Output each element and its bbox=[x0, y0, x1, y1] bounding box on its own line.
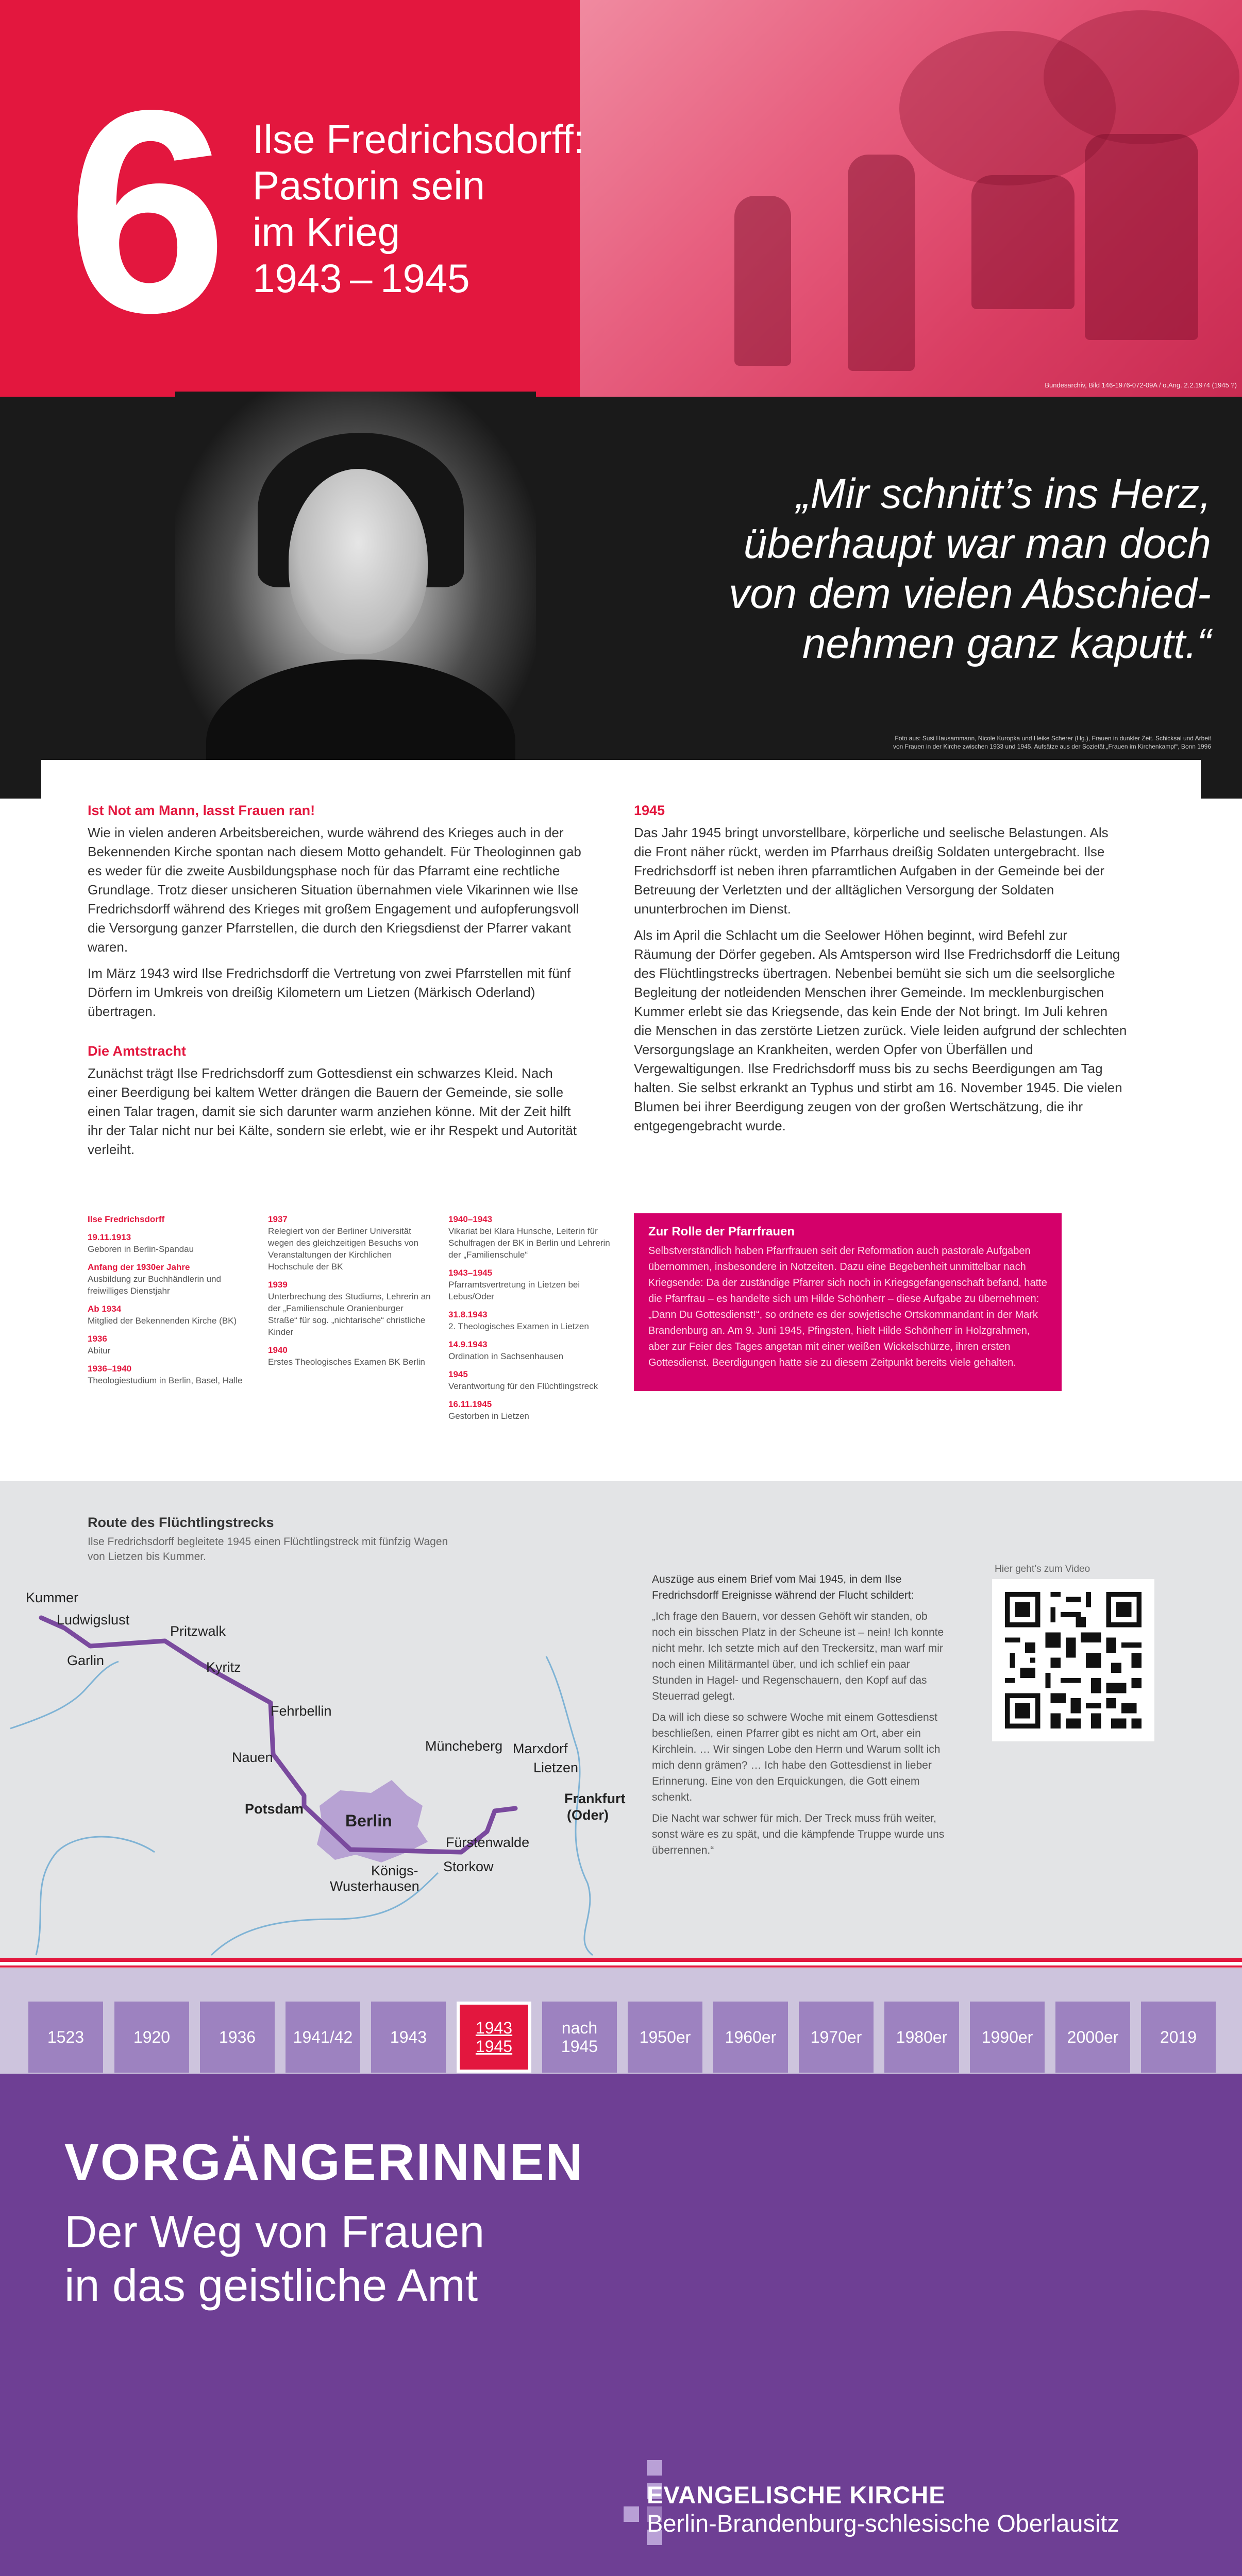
quote bbox=[567, 469, 1211, 669]
year-tab[interactable]: 1950er bbox=[628, 2002, 702, 2073]
place-label: Wusterhausen bbox=[330, 1878, 419, 1894]
header-band bbox=[0, 0, 1242, 397]
title-line: Pastorin sein bbox=[253, 163, 485, 208]
place-label: Lietzen bbox=[533, 1760, 579, 1775]
bio-timeline-col-1: Ilse Fredrichsdorff 19.11.1913 Geboren in Berlin-Spandau Anfang der 1930er Jahre Ausbildung zur Buchhändlerin und freiwilliges Dienstjahr Ab 1934 Mitglied der Bekennenden Kirche (BK) 1936 Abitur 1936–1940 Theologiestudium in Berlin, Basel, Halle bbox=[88, 1214, 243, 1385]
place-label: Kyritz bbox=[206, 1659, 241, 1675]
quote-line: „Mir schnitt’s ins Herz, bbox=[796, 470, 1211, 517]
place-label: Fehrbellin bbox=[271, 1703, 332, 1719]
paragraph: Im März 1943 wird Ilse Fredrichsdorff die Vertretung von zwei Pfarrstellen mit fünf Dörfern im Umkreis von dreißig Kilometern um Lietzen (Märkisch Oderland) übertragen. bbox=[88, 965, 571, 1019]
year-tab[interactable]: 1920 bbox=[114, 2002, 189, 2073]
bio-timeline-col-3: 1940–1943 Vikariat bei Klara Hunsche, Leiterin für Schulfragen der BK in Berlin und Lehrerin der „Familienschule“ 1943–1945 Pfarramtsvertretung in Lietzen bei Lebus/Oder 31.8.1943 2. Theologisches Examen in Lietzen 14.9.1943 Ordination in Sachsenhausen 1945 Verantwortung für den Flüchtlingstreck 16.11.1945 Gestorben in Lietzen bbox=[448, 1214, 610, 1421]
letter-paragraph: „Ich frage den Bauern, vor dessen Gehöft wir standen, ob noch ein bisschen Platz in der Scheune ist – nein! Ich konnte nicht mehr. Ich setzte mich auf den Treckersitz, man warf mir noch einen Militärmantel über, und ich schlief ein paar Stunden in Hagel- und Regenschauern, den Kopf auf das Steuerrad gelegt. bbox=[652, 1611, 944, 1702]
qr-code[interactable] bbox=[992, 1579, 1154, 1741]
page-title bbox=[253, 116, 613, 301]
exhibition-subtitle: Der Weg von Frauen in das geistliche Amt bbox=[64, 2206, 485, 2311]
paragraph: Wie in vielen anderen Arbeitsbereichen, wurde während des Krieges auch in der Bekennenden Kirche spontan nach diesem Motto gehandelt. Für Theologinnen gab es weder für die zweite Ausbildungsphase noch für das Pfarramt eine rechtliche Grundlage. Trotz dieser unsicheren Situation übernahmen viele Vikarinnen wie Ilse Fredrichsdorff während des Krieges mit großem Engagement und aufopferungsvoll die Versorgung ganzer Pfarrstellen, die durch den Kriegsdienst der Pfarrer vakant waren. bbox=[88, 825, 581, 955]
place-label: Pritzwalk bbox=[170, 1623, 226, 1639]
place-label: (Oder) bbox=[567, 1807, 609, 1823]
quote-line: überhaupt war man doch bbox=[743, 520, 1211, 567]
place-label: Marxdorf bbox=[513, 1741, 568, 1756]
logo-text-secondary: Berlin-Brandenburg-schlesische Oberlausitz bbox=[647, 2510, 1119, 2537]
bio-timeline-col-2: 1937 Relegiert von der Berliner Universität wegen des gleichzeitigen Besuchs von Veranstaltungen der Kirchlichen Hochschule der BK 1939 Unterbrechung des Studiums, Lehrerin an der „Familienschule Oranienburger Straße“ für sog. „nichtarische“ christliche Kinder 1940 Erstes Theologisches Examen BK Berlin bbox=[268, 1214, 431, 1367]
main-content bbox=[41, 760, 1201, 1481]
place-label: Frankfurt bbox=[564, 1791, 626, 1806]
exhibition-title: VORGÄNGERINNEN bbox=[64, 2133, 584, 2191]
letter-paragraph: Da will ich diese so schwere Woche mit einem Gottesdienst beschließen, einen Pfarrer gibt es nicht am Ort, aber ein Kirchlein. … Wir singen Lobe den Herrn und Warum sollt ich mich denn grämen? … Ich habe den Gottesdienst in lieber Erinnerung. Eine von den Erquickungen, die Gott einem schenkt. bbox=[652, 1711, 941, 1803]
year-tab[interactable]: 2019 bbox=[1141, 2002, 1216, 2073]
year-tab[interactable]: nach 1945 bbox=[542, 2002, 617, 2073]
year-tab[interactable]: 1941/42 bbox=[286, 2002, 360, 2073]
quote-line: von dem vielen Abschied- bbox=[729, 570, 1211, 617]
footer bbox=[0, 2074, 1242, 2576]
river bbox=[36, 1837, 155, 1955]
route-line bbox=[41, 1618, 515, 1852]
year-tab[interactable]: 1990er bbox=[970, 2002, 1045, 2073]
paragraph: Als im April die Schlacht um die Seelower Höhen beginnt, wird Befehl zur Räumung der Dörfer gegeben. Als Amtsperson wird Ilse Fredrichsdorff die Leitung des Flüchtlingstrecks übertragen. Nebenbei bemüht sie sich um die seelsorgliche Begleitung der notleidenden Menschen ihrer Gemeinde. Im mecklenburgischen Kummer erlebt sie das Kriegsende, das kein Ende der Not bringt. Im Juli kehren die Menschen in das zerstörte Lietzen zurück. Viele leiden aufgrund der schlechten Versorgungslage an Krankheiten, werden Opfer von Überfällen und Vergewaltigungen. Ilse Fredrichsdorff muss bis zu sechs Beerdigungen am Tag halten. Sie selbst erkrankt an Typhus und stirbt am 16. November 1945. Die vielen Blumen bei ihrer Beerdigung zeugen von der großen Wertschätzung, die ihr entgegengebracht wurde. bbox=[634, 927, 1127, 1133]
section-heading: Ist Not am Mann, lasst Frauen ran! bbox=[88, 803, 315, 818]
letter-paragraph: Die Nacht war schwer für mich. Der Treck muss früh weiter, sonst wäre es zu spät, und die kämpfende Truppe wurde uns überrennen.“ bbox=[652, 1812, 945, 1856]
year-tab-active[interactable]: 1943 1945 bbox=[457, 2002, 531, 2073]
section-heading: 1945 bbox=[634, 803, 665, 818]
portrait-photo bbox=[175, 392, 536, 793]
year-tab[interactable]: 1970er bbox=[799, 2002, 874, 2073]
place-label: Potsdam bbox=[245, 1801, 304, 1817]
section-heading: Die Amtstracht bbox=[88, 1043, 187, 1059]
header-photo bbox=[580, 0, 1242, 397]
year-tab[interactable]: 1960er bbox=[713, 2002, 788, 2073]
left-column bbox=[88, 801, 582, 1166]
place-label: Nauen bbox=[232, 1750, 273, 1765]
place-label: Berlin bbox=[345, 1811, 392, 1830]
quote-line: nehmen ganz kaputt.“ bbox=[802, 620, 1211, 667]
title-line: 1943 – 1945 bbox=[253, 256, 470, 301]
photo-credit: Bundesarchiv, Bild 146-1976-072-09A / o.Ang. 2.2.1974 (1945 ?) bbox=[1045, 381, 1237, 389]
place-label: Garlin bbox=[67, 1653, 105, 1668]
qr-label: Hier geht’s zum Video bbox=[995, 1564, 1090, 1574]
paragraph: Zunächst trägt Ilse Fredrichsdorff zum Gottesdienst ein schwarzes Kleid. Nach einer Beerdigung bei kaltem Wetter drängen die Bauern der Gemeinde, sie solle einen Talar tragen, damit sie sich darunter warm anziehen könne. Mit der Zeit hilft ihr der Talar nicht nur bei Kälte, sondern sie erlebt, wie er ihr Respekt und Autorität verleiht. bbox=[88, 1065, 577, 1157]
route-map bbox=[0, 1564, 626, 1955]
year-navigation bbox=[0, 1968, 1242, 2076]
letter-intro: Auszüge aus einem Brief vom Mai 1945, in dem Ilse Fredrichsdorff Ereignisse während der Flucht schildert: bbox=[652, 1573, 914, 1601]
place-label: Storkow bbox=[443, 1859, 494, 1874]
box-title: Zur Rolle der Pfarrfrauen bbox=[648, 1225, 795, 1239]
place-label: Fürstenwalde bbox=[446, 1835, 530, 1850]
logo-text-primary: EVANGELISCHE KIRCHE bbox=[647, 2481, 946, 2509]
divider bbox=[0, 1958, 1242, 1962]
year-tab[interactable]: 1523 bbox=[28, 2002, 103, 2073]
qr-code-icon bbox=[1000, 1587, 1147, 1734]
right-column bbox=[634, 801, 1129, 1143]
year-tab[interactable]: 1936 bbox=[200, 2002, 275, 2073]
year-tab[interactable]: 1980er bbox=[884, 2002, 959, 2073]
place-label: Müncheberg bbox=[425, 1738, 503, 1754]
paragraph: Das Jahr 1945 bringt unvorstellbare, körperliche und seelische Belastungen. Als die Front näher rückt, werden im Pfarrhaus dreißig Soldaten untergebracht. Ilse Fredrichsdorff ist neben ihren pfarramtlichen Aufgaben in der Gemeinde bei der Betreuung der Verletzten und der alltäglichen Versorgung der Soldaten ununterbrochen im Dienst. bbox=[634, 825, 1109, 917]
route-title: Route des Flüchtlingstrecks bbox=[88, 1515, 274, 1530]
year-tab[interactable]: 2000er bbox=[1055, 2002, 1130, 2073]
route-section bbox=[0, 1481, 1242, 1958]
place-label: Kummer bbox=[26, 1590, 79, 1605]
route-subtitle: Ilse Fredrichsdorff begleitete 1945 einen Flüchtlingstreck mit fünfzig Wagen von Lietzen bis Kummer. bbox=[88, 1536, 448, 1563]
letter-excerpt bbox=[652, 1571, 946, 1863]
place-label: Ludwigslust bbox=[57, 1612, 130, 1628]
title-line: im Krieg bbox=[253, 209, 400, 255]
divider bbox=[0, 1965, 1242, 1968]
place-label: Königs- bbox=[371, 1863, 418, 1878]
river bbox=[10, 1662, 119, 1728]
year-tab[interactable]: 1943 bbox=[371, 2002, 446, 2073]
title-line: Ilse Fredrichsdorff: bbox=[253, 116, 585, 162]
role-info-box bbox=[634, 1213, 1062, 1391]
section-number: 6 bbox=[67, 50, 223, 372]
portrait-credit: Foto aus: Susi Hausammann, Nicole Kuropka und Heike Scherer (Hg.), Frauen in dunkler Zeit. Schicksal und Arbeit von Frauen in der Kirche zwischen 1933 und 1945. Aufsätze aus der Sozietät „Frauen im Kirchenkampf“, Bonn 1996 bbox=[893, 735, 1211, 750]
box-text: Selbstverständlich haben Pfarrfrauen seit der Reformation auch pastorale Aufgaben übernommen, insbesondere in Notzeiten. Dazu eine Begebenheit unmittelbar nach Kriegsende: Da der zuständige Pfarrer sich noch in Kriegsgefangenschaft befand, hatte die Pfarrfrau – es handelte sich um Hilde Schönherr – diese Aufgabe zu übernehmen: „Dann Du Gottesdienst!“, so ordnete es der sowjetische Ortskommandant in der Mark Brandenburg an. Am 9. Juni 1945, Pfingsten, hielt Hilde Schönherr in Holzgrahmen, aber zur Feier des Tages angetan mit einer weißen Wickelschürze, ihren ersten Gottesdienst. Beerdigungen hatte sie zu diesem Zeitpunkt bereits viele gehalten. bbox=[648, 1245, 1047, 1368]
